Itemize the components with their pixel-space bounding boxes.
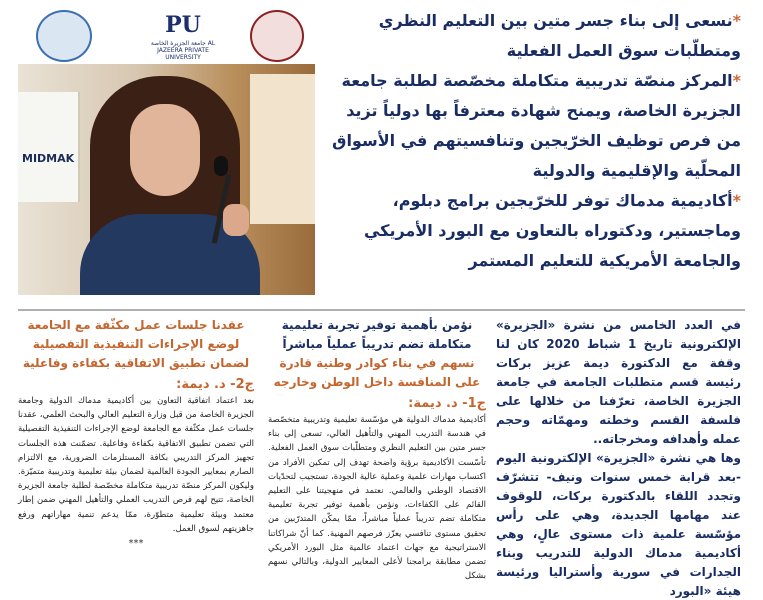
university-logo-text: PU	[165, 12, 201, 38]
answer-2-byline: ج2- د. ديمة:	[176, 377, 254, 392]
answer-2-headline: عقدنا جلسات عمل مكثّفة مع الجامعة لوضع الإجراءات التنفيذية التفصيلية لضمان تطبيق الاتفاقية بكفاءة وفاعلية	[22, 318, 250, 370]
logo-strip	[18, 6, 315, 64]
answer-2-column	[18, 316, 254, 549]
answer-2-body: بعد اعتماد اتفاقية التعاون بين أكاديمية مدماك الدولية وجامعة الجزيرة الخاصة من قبل وزارة التعليم العالي والبحث العلمي، عقدنا جلسات عمل مكثّفة مع الجامعة لوضع الإجراءات التنفيذية التفصيلية التي تضمن تطبيق الاتفاقية بكفاءة وفاعلية. تضمّنت هذه الجلسات تجهيز المركز التدريبي بكافة المستلزمات الضرورية، مع الالتزام الصارم بمعايير الجودة العالمية لضمان بيئة تعليمية وتدريبية متميّزة. وليكون المركز منصّة تدريبية متكاملة مخصّصة لطلبة جامعة الجزيرة الخاصة، تتيح لهم فرص التدريب العملي والتأهيل المهني ضمن إطار معتمد وبيئة تعليمية متطوّرة، ممّا يدعم تنمية مهاراتهم ورفع جاهزيتهم لسوق العمل.	[18, 396, 254, 534]
event-banner-text: MIDMAK	[22, 152, 75, 165]
highlight-bullet: *نسعى إلى بناء جسر متين بين التعليم النظري ومتطلّبات سوق العمل الفعلية	[378, 11, 741, 60]
speaker-photo	[18, 64, 315, 295]
highlight-bullets	[321, 6, 741, 276]
section-end-stars: ***	[128, 538, 144, 550]
star-icon: *	[732, 71, 741, 90]
university-logo-subtext: جامعة الجزيرة الخاصة AL JAZEERA PRIVATE UNIVERSITY	[150, 40, 216, 61]
answer-1-headline: نؤمن بأهمية توفير تجربة تعليمية متكاملة تضم تدريباً عملياً مباشراً	[281, 318, 473, 351]
event-banner	[18, 92, 80, 202]
highlight-bullet: *المركز منصّة تدريبية متكاملة مخصّصة لطلبة جامعة الجزيرة الخاصة، ويمنح شهادة معترفاً بها دولياً تزيد من فرص توظيف الخرّيجين وتنافسيتهم في الأسواق المحلّية والإقليمية والدولية	[332, 71, 741, 180]
microphone-icon	[214, 156, 228, 176]
speaker-face	[130, 104, 200, 196]
answer-1-subheadline: نسهم في بناء كوادر وطنية قادرة على المنافسة داخل الوطن وخارجه	[273, 356, 481, 389]
background-window	[250, 74, 315, 224]
answer-1-body: أكاديمية مدماك الدولية هي مؤسّسة تعليمية وتدريبية متخصّصة في هندسة التدريب المهني والتأهيل العالي، تسعى إلى بناء جسر متين بين التعليم النظري ومتطلّبات سوق العمل الفعلية. تأسّست الأكاديمية برؤية واضحة تهدف إلى تمكين الأفراد من اكتساب مهارات علمية وعملية عالية الجودة، تستجيب لتحدّيات الاقتصاد الوطني والعالمي. نعتمد في منهجيتنا على التعليم القائم على الكفاءات، ونؤمن بأهمية توفير تجربة تعليمية متكاملة تضم تدريباً عملياً مباشراً، ممّا يمكّن المتدرّبين من تحقيق مستوى تنافسي يعزّز فرصهم المهنية. كما أنّ شراكاتنا الاستراتيجية مع جهات اعتماد عالمية مثل البورد الأمريكي تضمن مطابقة برامجنا لأعلى المعايير الدولية، وبالتالي نسهم بشكل	[268, 415, 486, 582]
star-icon: *	[732, 11, 741, 30]
answer-1-byline: ج1- د. ديمة:	[408, 396, 486, 411]
intro-paragraph-1: في العدد الخامس من نشرة «الجزيرة» الإلكترونية تاريخ 1 شباط 2020 كان لنا وقفة مع الدكتورة ديمة عزيز بركات رئيسة قسم متطلبات الجامعة في جامعة الجزيرة الخاصة، تعرّفنا من خلالها على فلسفة القسم وخطته ومهمّاته وحجم عمله وأهدافه ومخرجاته..	[496, 318, 742, 446]
intro-paragraph-2: وها هي نشرة «الجزيرة» الإلكترونية اليوم -بعد قرابة خمس سنوات ونيف- تتشرّف وتجدد اللقاء بالدكتورة بركات، للوقوف عند مهامها الجديدة، وهي على رأس مؤسّسة علمية ذات مستوى عالٍ، وهي أكاديمية مدماك الدولية للتدريب وبناء الجدارات في سورية وأستراليا ورئيسة هيئة «البورد	[496, 451, 741, 598]
highlight-bullet: *أكاديمية مدماك توفر للخرّيجين برامج دبلوم، وماجستير، ودكتوراه بالتعاون مع البورد الأمريكي والجامعة الأمريكية للتعليم المستمر	[363, 191, 741, 270]
star-icon: *	[732, 191, 741, 210]
university-logo	[143, 10, 223, 61]
answer-1-column	[268, 316, 486, 583]
header-photo	[18, 6, 315, 295]
speaker-hand	[223, 204, 249, 236]
american-board-logo	[250, 10, 304, 62]
intro-column	[496, 316, 741, 600]
midmak-logo	[36, 10, 92, 62]
section-divider	[18, 309, 745, 311]
